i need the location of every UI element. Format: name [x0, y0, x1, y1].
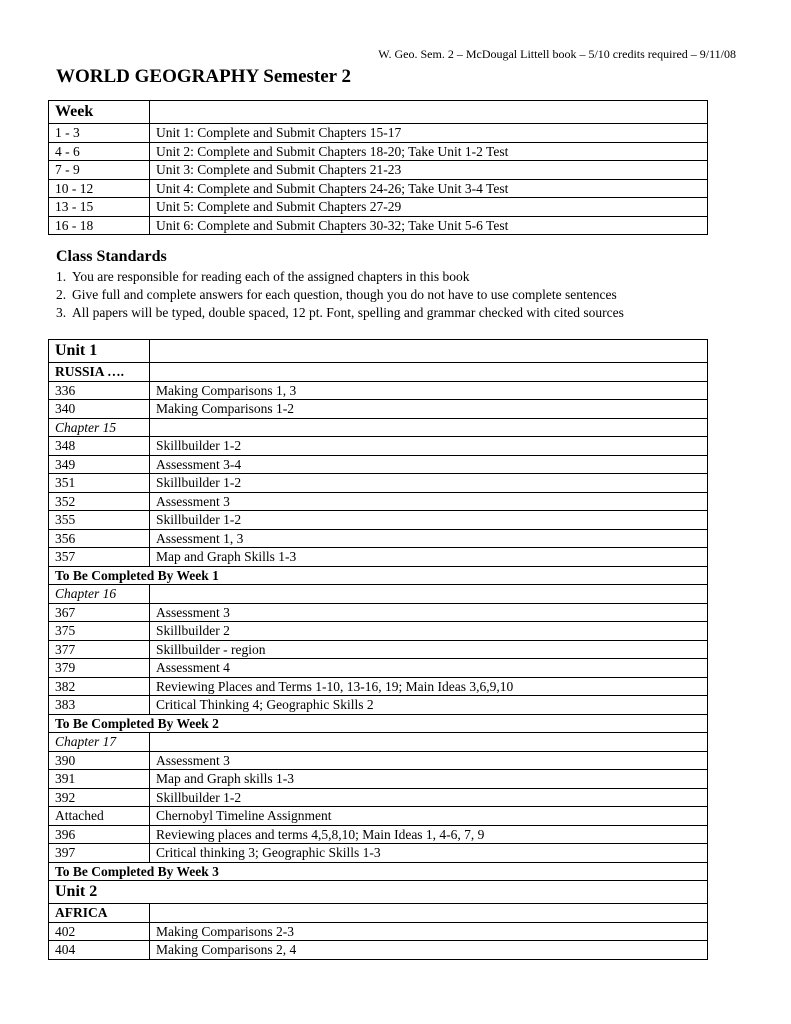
- standard-item: [56, 286, 756, 304]
- assignment-cell: Assessment 3: [150, 492, 708, 511]
- week-row: [49, 161, 708, 180]
- week-schedule-table: [48, 100, 708, 235]
- page-cell: Attached: [49, 807, 150, 826]
- assignment-cell: Reviewing Places and Terms 1-10, 13-16, 19; Main Ideas 3,6,9,10: [150, 677, 708, 696]
- assignment-row: [49, 788, 708, 807]
- assignment-table: [48, 339, 708, 960]
- week-row: [49, 198, 708, 217]
- page-cell: Chapter 17: [49, 733, 150, 752]
- assignment-cell: [150, 733, 708, 752]
- assignment-row: [49, 825, 708, 844]
- assignment-row: [49, 622, 708, 641]
- assignment-cell: Critical Thinking 4; Geographic Skills 2: [150, 696, 708, 715]
- week-task: Unit 1: Complete and Submit Chapters 15-17: [150, 124, 708, 143]
- assignment-row: [49, 770, 708, 789]
- page-cell: 351: [49, 474, 150, 493]
- assignment-row: [49, 511, 708, 530]
- standard-item: [56, 268, 756, 286]
- assignment-cell: Chernobyl Timeline Assignment: [150, 807, 708, 826]
- page-cell: 367: [49, 603, 150, 622]
- assignment-cell: Skillbuilder 1-2: [150, 437, 708, 456]
- page-cell: 402: [49, 922, 150, 941]
- week-row: [49, 179, 708, 198]
- page-cell: 377: [49, 640, 150, 659]
- week-task: Unit 2: Complete and Submit Chapters 18-20; Take Unit 1-2 Test: [150, 142, 708, 161]
- assignment-row: [49, 548, 708, 567]
- header-line: W. Geo. Sem. 2 – McDougal Littell book – 5/10 credits required – 9/11/08: [378, 47, 736, 61]
- assignment-row: [49, 922, 708, 941]
- assignment-cell: Assessment 3-4: [150, 455, 708, 474]
- page-title: WORLD GEOGRAPHY Semester 2: [56, 66, 352, 87]
- page-cell: 391: [49, 770, 150, 789]
- page-cell: Chapter 16: [49, 585, 150, 604]
- assignment-row: [49, 492, 708, 511]
- assignment-cell: Skillbuilder - region: [150, 640, 708, 659]
- chapter-row: [49, 418, 708, 437]
- week-range: 10 - 12: [49, 179, 150, 198]
- assignment-row: [49, 659, 708, 678]
- assignment-cell: Assessment 3: [150, 603, 708, 622]
- standard-text: Give full and complete answers for each question, though you do not have to use complete sentences: [72, 287, 617, 302]
- assignment-cell: Making Comparisons 2, 4: [150, 941, 708, 960]
- assignment-row: [49, 751, 708, 770]
- assignment-row: [49, 437, 708, 456]
- assignment-cell: Reviewing places and terms 4,5,8,10; Main Ideas 1, 4-6, 7, 9: [150, 825, 708, 844]
- standards-list: [56, 268, 756, 322]
- page-cell: 336: [49, 381, 150, 400]
- week-range: 16 - 18: [49, 216, 150, 235]
- assignment-cell: [150, 904, 708, 923]
- page-cell: 382: [49, 677, 150, 696]
- assignment-cell: [150, 585, 708, 604]
- assignment-cell: Skillbuilder 1-2: [150, 511, 708, 530]
- section-row: [49, 714, 708, 733]
- assignment-cell: Map and Graph skills 1-3: [150, 770, 708, 789]
- assignment-row: [49, 941, 708, 960]
- week-table-header: [49, 101, 708, 124]
- page-cell: 392: [49, 788, 150, 807]
- assignment-row: [49, 807, 708, 826]
- page-cell: 356: [49, 529, 150, 548]
- standard-number: 3.: [56, 305, 67, 320]
- week-row: [49, 216, 708, 235]
- page-cell: 349: [49, 455, 150, 474]
- page-cell: 355: [49, 511, 150, 530]
- page-cell: Unit 1: [49, 340, 150, 363]
- page-cell: 348: [49, 437, 150, 456]
- page-cell: 352: [49, 492, 150, 511]
- page-cell: 404: [49, 941, 150, 960]
- week-row: [49, 142, 708, 161]
- page-cell: 357: [49, 548, 150, 567]
- week-task: Unit 3: Complete and Submit Chapters 21-23: [150, 161, 708, 180]
- unit-heading-row: [49, 881, 708, 904]
- assignment-cell: [150, 881, 708, 904]
- page-cell: To Be Completed By Week 3: [49, 862, 708, 881]
- assignment-cell: Making Comparisons 1-2: [150, 400, 708, 419]
- standard-number: 1.: [56, 269, 67, 284]
- assignment-cell: Assessment 4: [150, 659, 708, 678]
- assignment-cell: Skillbuilder 1-2: [150, 474, 708, 493]
- standard-text: All papers will be typed, double spaced, 12 pt. Font, spelling and grammar checked with cited sources: [72, 305, 624, 320]
- standard-text: You are responsible for reading each of the assigned chapters in this book: [72, 269, 470, 284]
- assignment-cell: [150, 363, 708, 382]
- page-cell: 375: [49, 622, 150, 641]
- chapter-row: [49, 733, 708, 752]
- page-cell: 397: [49, 844, 150, 863]
- page-cell: To Be Completed By Week 2: [49, 714, 708, 733]
- section-row: [49, 862, 708, 881]
- week-range: 4 - 6: [49, 142, 150, 161]
- section-row: [49, 566, 708, 585]
- week-header-cell: Week: [49, 101, 150, 124]
- assignment-row: [49, 400, 708, 419]
- assignment-row: [49, 529, 708, 548]
- chapter-row: [49, 585, 708, 604]
- assignment-cell: Making Comparisons 2-3: [150, 922, 708, 941]
- week-header-empty: [150, 101, 708, 124]
- page-cell: RUSSIA ….: [49, 363, 150, 382]
- assignment-cell: [150, 418, 708, 437]
- assignment-cell: [150, 340, 708, 363]
- page-cell: AFRICA: [49, 904, 150, 923]
- assignment-cell: Assessment 1, 3: [150, 529, 708, 548]
- week-task: Unit 5: Complete and Submit Chapters 27-29: [150, 198, 708, 217]
- assignment-row: [49, 640, 708, 659]
- assignment-row: [49, 603, 708, 622]
- assignment-row: [49, 677, 708, 696]
- assignment-row: [49, 455, 708, 474]
- page-cell: 396: [49, 825, 150, 844]
- page-cell: 340: [49, 400, 150, 419]
- week-range: 13 - 15: [49, 198, 150, 217]
- standard-item: [56, 304, 756, 322]
- assignment-cell: Assessment 3: [150, 751, 708, 770]
- assignment-row: [49, 381, 708, 400]
- week-row: [49, 124, 708, 143]
- page-cell: 390: [49, 751, 150, 770]
- unit-heading-row: [49, 340, 708, 363]
- assignment-cell: Critical thinking 3; Geographic Skills 1-3: [150, 844, 708, 863]
- assignment-cell: Skillbuilder 2: [150, 622, 708, 641]
- page-cell: To Be Completed By Week 1: [49, 566, 708, 585]
- page-cell: 379: [49, 659, 150, 678]
- week-task: Unit 4: Complete and Submit Chapters 24-26; Take Unit 3-4 Test: [150, 179, 708, 198]
- page-cell: 383: [49, 696, 150, 715]
- assignment-row: [49, 844, 708, 863]
- section-row: [49, 363, 708, 382]
- class-standards: [56, 248, 756, 322]
- week-range: 1 - 3: [49, 124, 150, 143]
- week-task: Unit 6: Complete and Submit Chapters 30-32; Take Unit 5-6 Test: [150, 216, 708, 235]
- week-range: 7 - 9: [49, 161, 150, 180]
- page-cell: Chapter 15: [49, 418, 150, 437]
- section-row: [49, 904, 708, 923]
- assignment-row: [49, 696, 708, 715]
- page-cell: Unit 2: [49, 881, 150, 904]
- assignment-cell: Skillbuilder 1-2: [150, 788, 708, 807]
- standard-number: 2.: [56, 287, 67, 302]
- assignment-cell: Map and Graph Skills 1-3: [150, 548, 708, 567]
- assignment-row: [49, 474, 708, 493]
- assignment-cell: Making Comparisons 1, 3: [150, 381, 708, 400]
- standards-heading: Class Standards: [56, 248, 167, 265]
